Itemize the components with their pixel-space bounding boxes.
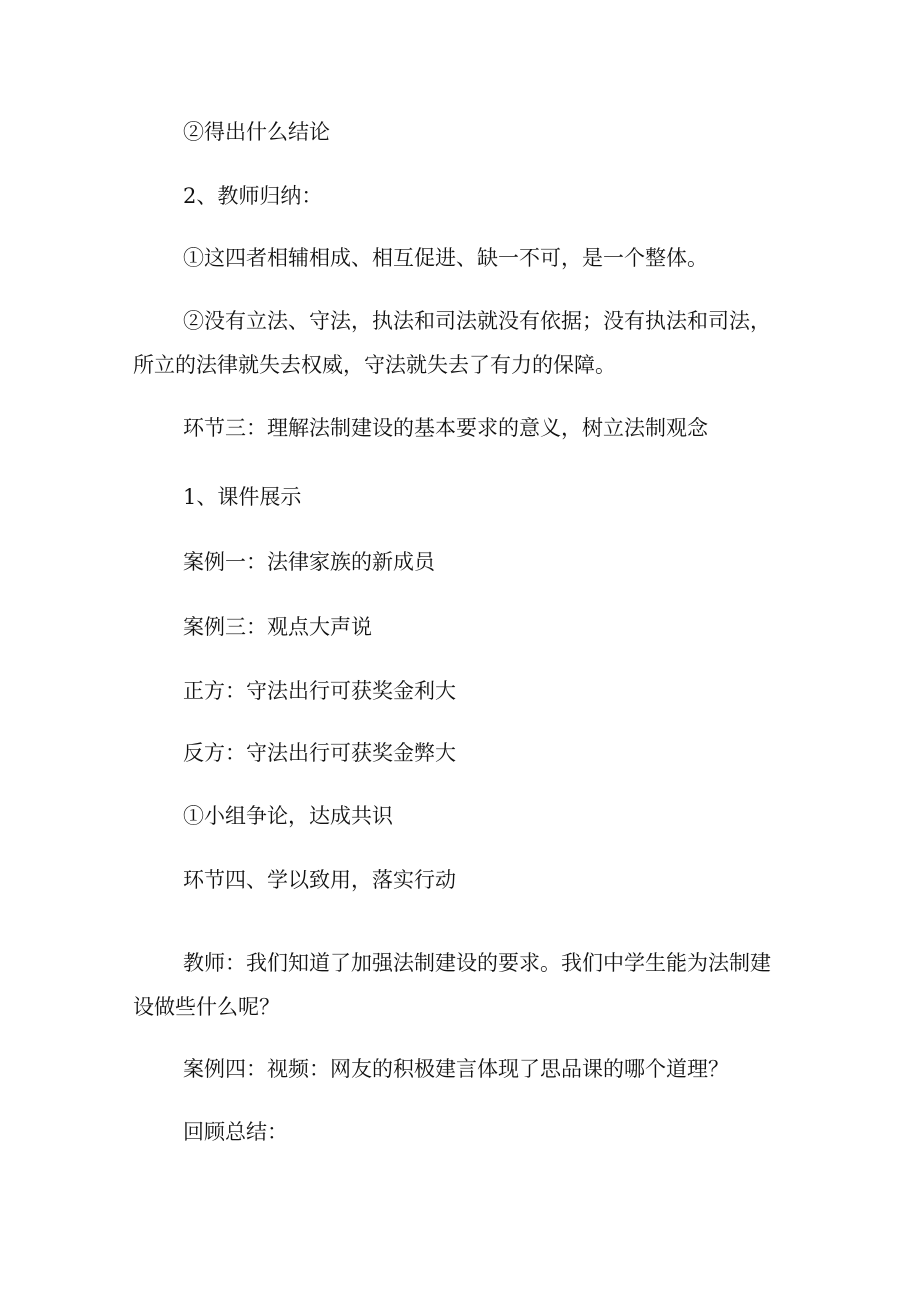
text-line: 案例一：法律家族的新成员 [183, 550, 435, 574]
text-line: 反方：守法出行可获奖金弊大 [183, 741, 456, 765]
text-line: 2、教师归纳： [183, 184, 323, 208]
section-heading: 环节三：理解法制建设的基本要求的意义，树立法制观念 [183, 416, 708, 440]
text-line: ①小组争论，达成共识 [183, 804, 393, 828]
section-heading: 环节四、学以致用，落实行动 [183, 868, 456, 892]
text-line: 设做些什么呢？ [133, 995, 280, 1019]
text-line: ②得出什么结论 [183, 120, 330, 144]
text-line: ②没有立法、守法，执法和司法就没有依据；没有执法和司法， [183, 309, 771, 333]
text-line: ①这四者相辅相成、相互促进、缺一不可，是一个整体。 [183, 246, 708, 270]
text-line: 教师：我们知道了加强法制建设的要求。我们中学生能为法制建 [183, 951, 771, 975]
text-line: 案例四：视频：网友的积极建言体现了思品课的哪个道理？ [183, 1057, 729, 1081]
text-line: 案例三：观点大声说 [183, 615, 372, 639]
text-line: 所立的法律就失去权威，守法就失去了有力的保障。 [133, 353, 616, 377]
text-line: 正方：守法出行可获奖金利大 [183, 679, 456, 703]
text-line: 1、课件展示 [183, 485, 302, 509]
text-line: 回顾总结： [183, 1120, 288, 1144]
